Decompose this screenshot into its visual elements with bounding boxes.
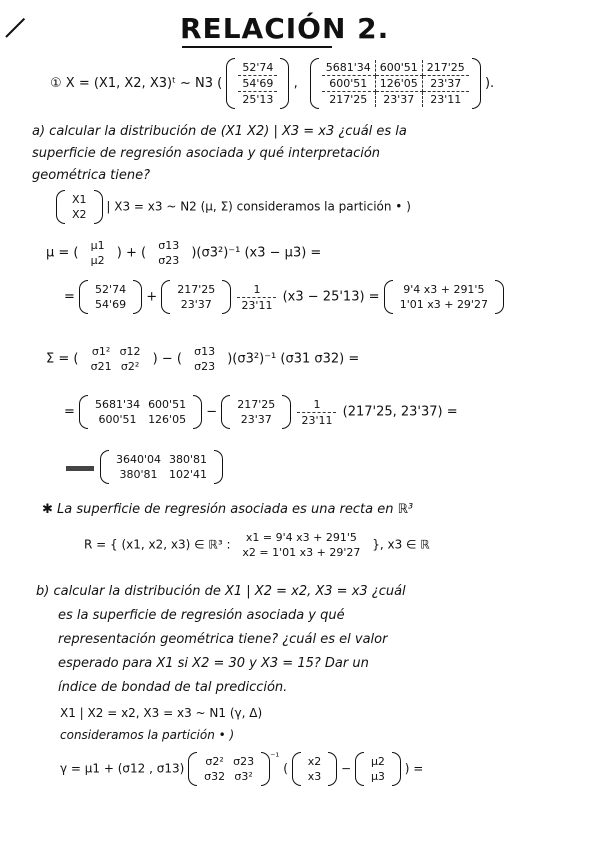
a-mu-s13: σ13 [158, 239, 180, 252]
q1-sigma-matrix [310, 58, 481, 109]
a-mu2-res-1: 9'4 x3 + 291'5 [403, 283, 485, 296]
a-mu-plus: ) + ( [116, 245, 147, 261]
b-gamma-m22: σ3² [234, 770, 253, 783]
b-gamma-mu2: μ2 [370, 755, 385, 768]
a-line-1: a) calcular la distribución de (X1 X2) | X3 = x3 ¿cuál es la [32, 124, 407, 139]
b-gamma-x-vector [292, 752, 338, 786]
page-title: RELACIÓN 2. [180, 12, 390, 45]
q1-mu-1: 52'74 [238, 60, 277, 76]
a-mu2-eq: = [64, 289, 75, 305]
q1-sigma-21: 600'51 [322, 76, 376, 92]
a-sigma3-row [100, 450, 223, 484]
a-mu-lhs: μ = ( [46, 245, 79, 261]
b-gamma-row [60, 752, 423, 786]
a-mu2-v1-1: 52'74 [95, 283, 127, 296]
a-partition-x1: X1 [72, 193, 87, 206]
a-sigma3-matrix [100, 450, 223, 484]
a-sigma2-rest: (217'25, 23'37) = [342, 404, 458, 420]
a-recta-lhs: R = { (x1, x2, x3) ∈ ℝ³ : [84, 537, 231, 552]
b-line-4: esperado para X1 si X2 = 30 y X3 = 15? Dar un [58, 656, 369, 671]
b-gamma-mu3: μ3 [370, 770, 385, 783]
q1-row: ① X = (X1, X2, X3)ᵗ ~ N3 ( 52'74 54'69 25'13 , 5681'34 600'51 217'25 600'51 126'05 23'37 217'25 23'37 23'11 ). [50, 58, 494, 109]
a-sig3-12: 380'81 [169, 453, 208, 466]
a-partition-vector [56, 190, 103, 224]
b-line-5: índice de bondad de tal predicción. [58, 680, 288, 695]
a-sig2-22: 126'05 [148, 413, 187, 426]
a-mu-s23: σ23 [158, 254, 180, 267]
a-mu2-result [384, 280, 504, 314]
b-gamma-end: ) = [404, 761, 424, 776]
a-sigma-row [46, 344, 359, 374]
a-sig2-frac-num: 1 [297, 397, 336, 413]
a-sigma2-minus: − [206, 404, 218, 420]
a-mu2-frac-den: 23'11 [241, 298, 273, 312]
q1-sigma-12: 600'51 [375, 60, 422, 76]
a-mu-row [46, 238, 321, 268]
a-line-3: geométrica tiene? [32, 168, 151, 183]
b-dist: X1 | X2 = x2, X3 = x3 ~ N1 (γ, Δ) [60, 706, 263, 720]
q1-mu-2: 54'69 [238, 76, 277, 92]
a-mu2-fraction [235, 282, 278, 313]
q1-sigma-22: 126'05 [375, 76, 422, 92]
q1-sigma-32: 23'37 [375, 92, 422, 108]
a-mu2-v1-2: 54'69 [95, 298, 127, 311]
q1-sigma-33: 23'11 [430, 93, 462, 106]
a-sigma2-row [64, 395, 458, 429]
a-sig2-frac-den: 23'11 [301, 413, 333, 427]
a-sig2-12: 600'51 [148, 398, 187, 411]
a-partition-row [56, 190, 411, 224]
a-mu-sigma-vector [150, 238, 187, 268]
a-sig2-21: 600'51 [98, 413, 137, 426]
a-sigma-matrix [83, 344, 149, 374]
a-mu2-row [64, 280, 504, 314]
a-sig-s23: σ23 [194, 360, 216, 373]
b-gamma-minus: − [341, 761, 352, 776]
a-conclusion: ✱ La superficie de regresión asociada es una recta en ℝ³ [42, 502, 414, 517]
a-sig-11: σ1² [91, 345, 111, 358]
q1-sigma-31: 217'25 [322, 92, 376, 108]
a-mu-rest: )(σ3²)⁻¹ (x3 − μ3) = [191, 245, 322, 261]
a-mu2-res-2: 1'01 x3 + 29'27 [399, 298, 488, 311]
a-sig3-11: 3640'04 [116, 453, 162, 466]
a-mu-2: μ2 [90, 254, 105, 267]
a-sigma2-s-vector [221, 395, 291, 429]
a-recta-eq1: x1 = 9'4 x3 + 291'5 [245, 531, 357, 544]
a-mu2-sigma-vector [161, 280, 231, 314]
b-gamma-x2: x2 [307, 755, 322, 768]
a-mu2-v2-1: 217'25 [177, 283, 216, 296]
a-sig-22: σ2² [120, 360, 140, 373]
b-line-3: representación geométrica tiene? ¿cuál es el valor [58, 632, 388, 647]
a-sigma-minus: ) − ( [152, 351, 182, 367]
q1-close: ). [484, 76, 495, 91]
b-gamma-matrix [188, 752, 270, 786]
b-line-1: b) calcular la distribución de X1 | X2 = x2, X3 = x3 ¿cuál [36, 584, 406, 599]
a-mu2-vector [79, 280, 142, 314]
a-sig-s13: σ13 [194, 345, 216, 358]
a-sig3-21: 380'81 [119, 468, 158, 481]
a-sig-21: σ21 [90, 360, 112, 373]
q1-mu-vector [226, 58, 289, 109]
a-recta-eq2: x2 = 1'01 x3 + 29'27 [242, 546, 361, 559]
b-gamma-open: ( [283, 761, 288, 776]
a-line-2: superficie de regresión asociada y qué interpretación [32, 146, 381, 161]
a-mu2-v2-2: 23'37 [180, 298, 212, 311]
q1-model: X = (X1, X2, X3)ᵗ ~ N3 ( [65, 76, 223, 91]
a-sig2-11: 5681'34 [95, 398, 141, 411]
a-recta-rest: }, x3 ∈ ℝ [372, 537, 430, 552]
b-line-2: es la superficie de regresión asociada y qué [58, 608, 345, 623]
b-gamma-mu-vector [355, 752, 401, 786]
a-sigma2-matrix [79, 395, 202, 429]
a-sigma-s-vector [186, 344, 223, 374]
a-sig-12: σ12 [119, 345, 141, 358]
a-sigma2-eq: = [64, 404, 75, 420]
a-partition-cond: | X3 = x3 ~ N2 (μ, Σ) consideramos la partición • ) [106, 199, 411, 214]
a-sigma2-fraction [295, 397, 338, 428]
a-recta-system [234, 530, 368, 560]
a-sig2-s2: 23'37 [240, 413, 272, 426]
q1-sigma-11: 5681'34 [322, 60, 376, 76]
a-recta-row [84, 530, 430, 560]
title-underline [182, 46, 332, 48]
q1-label: ① [50, 76, 62, 91]
a-sig3-22: 102'41 [169, 468, 208, 481]
b-gamma-m11: σ2² [205, 755, 224, 768]
a-partition-x2: X2 [72, 208, 87, 221]
a-mu2-rest: (x3 − 25'13) = [282, 289, 380, 305]
a-mu-vector [83, 238, 113, 268]
q1-mu-3: 25'13 [242, 93, 274, 106]
q1-sigma-23: 23'37 [422, 76, 469, 92]
a-mu2-plus: + [146, 289, 158, 305]
a-sigma-lhs: Σ = ( [46, 351, 79, 367]
scribble-mark [66, 466, 94, 471]
b-gamma-x3: x3 [307, 770, 322, 783]
b-gamma-lhs: γ = μ1 + (σ12 , σ13) [60, 761, 185, 776]
a-mu-1: μ1 [90, 239, 105, 252]
b-gamma-inv: ⁻¹ [270, 752, 280, 763]
a-sig2-s1: 217'25 [237, 398, 276, 411]
corner-pen-stroke [5, 18, 25, 38]
b-partition: consideramos la partición • ) [60, 728, 235, 742]
b-gamma-m12: σ23 [233, 755, 255, 768]
q1-sigma-13: 217'25 [422, 60, 469, 76]
a-sigma-rest: )(σ3²)⁻¹ (σ31 σ32) = [227, 351, 360, 367]
b-gamma-m21: σ32 [204, 770, 226, 783]
a-mu2-frac-num: 1 [237, 282, 276, 298]
